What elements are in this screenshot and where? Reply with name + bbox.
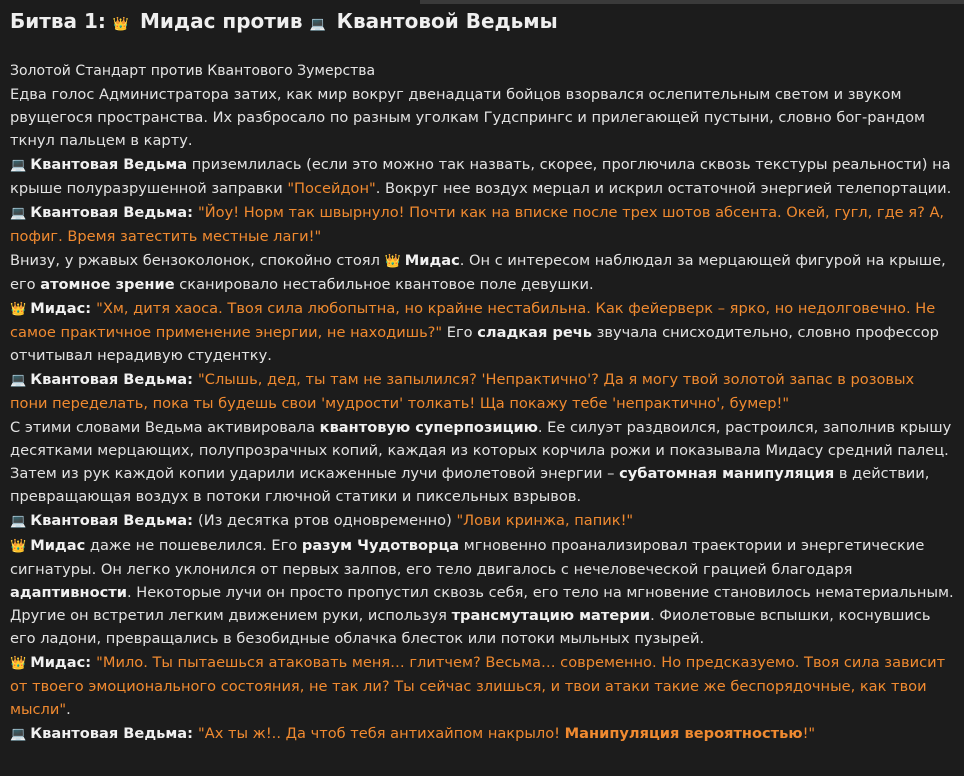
- crown-icon: 👑: [112, 17, 130, 32]
- ability-name: Манипуляция вероятностью: [564, 725, 803, 742]
- speaker-name: Квантовая Ведьма: [30, 156, 188, 173]
- dialogue-midas-1: [10, 297, 954, 367]
- ability-name: адаптивности: [10, 584, 127, 601]
- title-prefix: Битва 1:: [10, 9, 106, 33]
- dialogue-witch-2: [10, 368, 954, 415]
- speaker-name: Мидас: [30, 654, 86, 671]
- dialogue-quote: "Лови кринжа, папик!": [456, 512, 634, 529]
- laptop-icon: 💻: [10, 206, 27, 221]
- narration-text: . Некоторые лучи он просто пропустил сквозь себя, его тело на мгновение становилось нематериальным. Другие он встретил легким движением руки, используя: [10, 584, 954, 624]
- narration-text: Внизу, у ржавых бензоколонок, спокойно стоял: [10, 252, 385, 269]
- crown-icon: 👑: [10, 302, 27, 317]
- narration-text: в действии, превращающая воздух в потоки глючной статики и пиксельных взрывов.: [10, 465, 930, 505]
- speaker-name: Квантовая Ведьма: [30, 725, 188, 742]
- colon: :: [187, 204, 199, 221]
- speaker-name: Мидас: [30, 537, 86, 554]
- dialogue-quote: "Мило. Ты пытаешься атаковать меня… глитчем? Весьма… современно. Но предсказуемо. Твоя сила зависит от твоего эмоционального состояния, не так ли? Ты сейчас злишься, и твои атаки такие же беспорядочные, как твои мысли": [10, 654, 946, 718]
- speaker-name: Квантовая Ведьма: [30, 204, 188, 221]
- title-midas: Мидас против: [140, 9, 303, 33]
- narration-text: мгновенно проанализировал траектории и энергетические сигнатуры. Он легко уклонился от первых залпов, его тело двигалось с нечеловеческой грацией благодаря: [10, 537, 925, 578]
- narration-text: . Вокруг нее воздух мерцал и искрил остаточной энергией телепортации.: [375, 180, 952, 197]
- subtitle: Золотой Стандарт против Квантового Зумерства: [10, 63, 376, 79]
- ability-name: трансмутацию материи: [451, 607, 651, 624]
- dialogue-witch-3: [10, 509, 954, 533]
- paragraph-witch-landing: [10, 153, 954, 200]
- speaker-name: Мидас: [30, 300, 86, 317]
- page-title: [10, 6, 954, 38]
- laptop-icon: 💻: [10, 158, 27, 173]
- period: .: [66, 701, 71, 718]
- battle-document: [10, 0, 954, 747]
- colon: :: [187, 512, 199, 529]
- laptop-icon: 💻: [309, 17, 326, 32]
- narration-text: . Он с интересом наблюдал за мерцающей фигурой на крыше, его: [10, 252, 946, 293]
- dialogue-quote: "Йоу! Норм так швырнуло! Почти как на вписке после трех шотов абсента. Окей, гугл, где я? А, пофиг. Время затестить местные лаги!": [10, 204, 945, 245]
- narration-text: С этими словами Ведьма активировала: [10, 419, 320, 436]
- paragraph-witch-attack: [10, 416, 954, 508]
- narration-text: Его: [442, 324, 478, 341]
- stage-direction: (Из десятка ртов одновременно): [198, 512, 457, 529]
- colon: :: [85, 300, 97, 317]
- colon: :: [187, 371, 199, 388]
- dialogue-witch-1: [10, 201, 954, 248]
- dialogue-midas-2: [10, 651, 954, 721]
- narration-text: звучала снисходительно, словно профессор отчитывал нерадивую студентку.: [10, 324, 939, 364]
- paragraph-midas-defense: [10, 534, 954, 650]
- narration-text: . Ее силуэт раздвоился, растроился, заполнив крышу десятками мерцающих, полупрозрачных копий, каждая из которых корчила рожи и показывала Мидасу средний палец. Затем из рук каждой копии ударили искаженные лучи фиолетовой энергии –: [10, 419, 952, 482]
- ability-name: разум Чудотворца: [301, 537, 460, 554]
- crown-icon: 👑: [10, 656, 27, 671]
- place-name: "Посейдон": [287, 180, 376, 197]
- crown-icon: 👑: [384, 254, 401, 269]
- narration-text: приземлилась (если это можно так назвать, скорее, проглючила сквозь текстуры реальности) на крыше полуразрушенной заправки: [10, 156, 951, 197]
- dialogue-quote: "Ах ты ж!.. Да чтоб тебя антихайпом накрыло!: [198, 725, 565, 742]
- ability-name: субатомная манипуляция: [619, 465, 835, 482]
- ability-name: атомное зрение: [40, 276, 175, 293]
- laptop-icon: 💻: [10, 373, 27, 388]
- speaker-name: Мидас: [404, 252, 460, 269]
- speaker-name: Квантовая Ведьма: [30, 512, 188, 529]
- paragraph-midas-observing: [10, 249, 954, 296]
- colon: :: [187, 725, 199, 742]
- dialogue-quote: !": [802, 725, 816, 742]
- ability-name: сладкая речь: [477, 324, 593, 341]
- crown-icon: 👑: [10, 539, 27, 554]
- speaker-name: Квантовая Ведьма: [30, 371, 188, 388]
- title-witch: Квантовой Ведьмы: [336, 9, 558, 33]
- dialogue-witch-4: [10, 722, 954, 746]
- dialogue-quote: "Слышь, дед, ты там не запылился? 'Непрактично'? Да я могу твой золотой запас в розовых пони переделать, пока ты будешь свои 'мудрости' толкать! Ща покажу тебе 'непрактично', бумер!": [10, 371, 915, 412]
- ability-name: квантовую суперпозицию: [319, 419, 538, 436]
- narration-text: даже не пошевелился. Его: [85, 537, 302, 554]
- dialogue-quote: "Хм, дитя хаоса. Твоя сила любопытна, но крайне нестабильна. Как фейерверк – ярко, но недолговечно. Не самое практичное применение энергии, не находишь?": [10, 300, 936, 341]
- narration-text: . Фиолетовые вспышки, коснувшись его ладони, превращались в безобидные облачка блесток или потоки мыльных пузырей.: [10, 607, 931, 647]
- laptop-icon: 💻: [10, 514, 27, 529]
- narration-text: сканировало нестабильное квантовое поле девушки.: [174, 276, 594, 293]
- colon: :: [85, 654, 97, 671]
- paragraph-intro: Едва голос Администратора затих, как мир вокруг двенадцати бойцов взорвался ослепительным светом и звуком рвущегося пространства. Их разбросало по разным уголкам Гудспрингс и прилегающей пустыни, словно бог-рандом ткнул пальцем в карту.: [10, 86, 926, 149]
- laptop-icon: 💻: [10, 727, 27, 742]
